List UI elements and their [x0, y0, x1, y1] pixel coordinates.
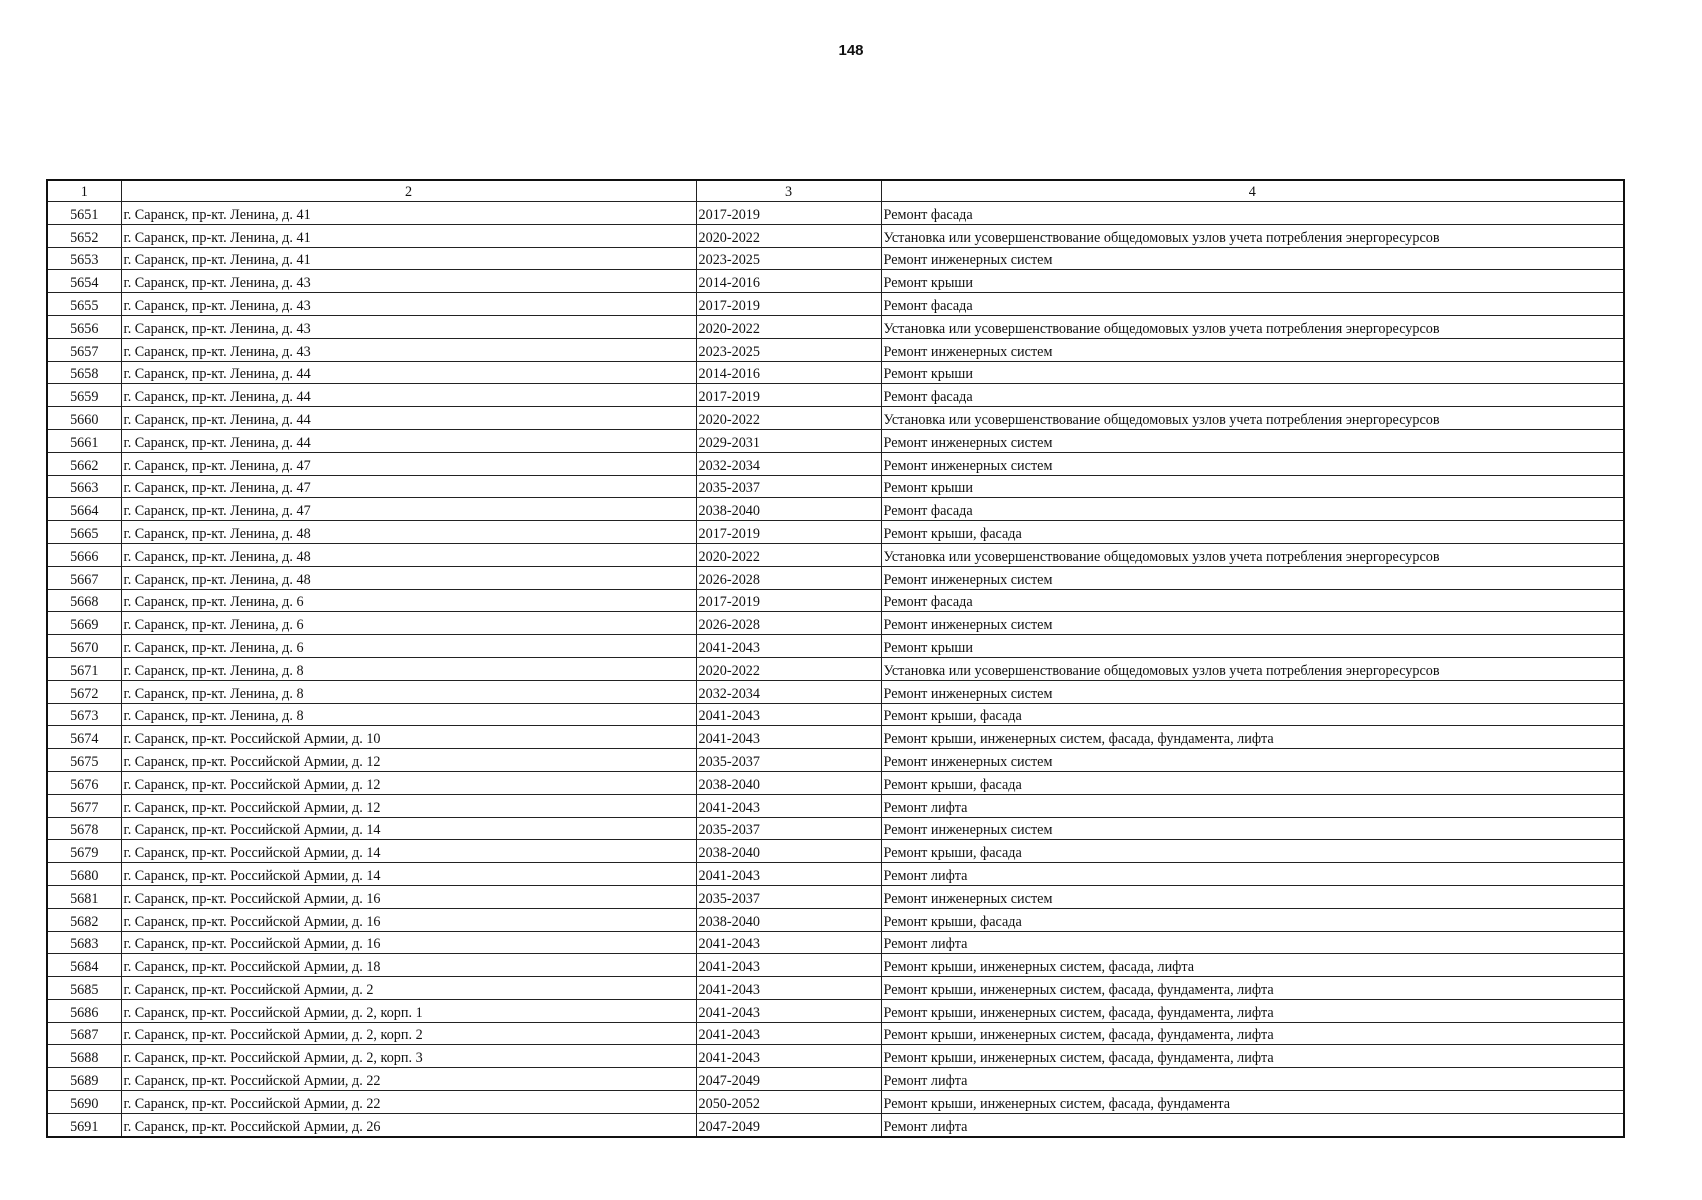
column-header-3: 3: [696, 180, 881, 202]
row-number: 5655: [47, 293, 121, 316]
row-number: 5676: [47, 771, 121, 794]
address-cell: г. Саранск, пр-кт. Ленина, д. 6: [121, 612, 696, 635]
table-row: [47, 247, 1624, 270]
table-row: [47, 703, 1624, 726]
address-cell: г. Саранск, пр-кт. Российской Армии, д. 16: [121, 908, 696, 931]
work-type-cell: Установка или усовершенствование общедомовых узлов учета потребления энергоресурсов: [881, 315, 1624, 338]
table-row: [47, 794, 1624, 817]
period-cell: 2023-2025: [696, 338, 881, 361]
work-type-cell: Ремонт инженерных систем: [881, 680, 1624, 703]
address-cell: г. Саранск, пр-кт. Российской Армии, д. 22: [121, 1091, 696, 1114]
work-type-cell: Ремонт крыши: [881, 361, 1624, 384]
row-number: 5666: [47, 543, 121, 566]
work-type-cell: Ремонт крыши, фасада: [881, 521, 1624, 544]
period-cell: 2014-2016: [696, 270, 881, 293]
row-number: 5682: [47, 908, 121, 931]
address-cell: г. Саранск, пр-кт. Ленина, д. 44: [121, 384, 696, 407]
address-cell: г. Саранск, пр-кт. Ленина, д. 6: [121, 635, 696, 658]
row-number: 5690: [47, 1091, 121, 1114]
address-cell: г. Саранск, пр-кт. Ленина, д. 8: [121, 657, 696, 680]
work-type-cell: Ремонт крыши: [881, 270, 1624, 293]
row-number: 5675: [47, 749, 121, 772]
address-cell: г. Саранск, пр-кт. Ленина, д. 43: [121, 315, 696, 338]
table-row: [47, 521, 1624, 544]
work-type-cell: Ремонт инженерных систем: [881, 885, 1624, 908]
table-row: [47, 384, 1624, 407]
period-cell: 2032-2034: [696, 680, 881, 703]
table-row: [47, 475, 1624, 498]
work-type-cell: Установка или усовершенствование общедомовых узлов учета потребления энергоресурсов: [881, 407, 1624, 430]
row-number: 5687: [47, 1022, 121, 1045]
table-row: [47, 1091, 1624, 1114]
row-number: 5665: [47, 521, 121, 544]
work-type-cell: Ремонт крыши: [881, 475, 1624, 498]
table-row: [47, 954, 1624, 977]
address-cell: г. Саранск, пр-кт. Российской Армии, д. 12: [121, 794, 696, 817]
row-number: 5680: [47, 863, 121, 886]
table-row: [47, 657, 1624, 680]
work-type-cell: Ремонт крыши: [881, 635, 1624, 658]
table-row: [47, 999, 1624, 1022]
work-type-cell: Ремонт крыши, фасада: [881, 703, 1624, 726]
table-row: [47, 1068, 1624, 1091]
work-type-cell: Ремонт крыши, инженерных систем, фасада, фундамента, лифта: [881, 726, 1624, 749]
period-cell: 2017-2019: [696, 202, 881, 225]
address-cell: г. Саранск, пр-кт. Ленина, д. 48: [121, 543, 696, 566]
address-cell: г. Саранск, пр-кт. Ленина, д. 44: [121, 361, 696, 384]
row-number: 5661: [47, 429, 121, 452]
table-row: [47, 612, 1624, 635]
table-row: [47, 566, 1624, 589]
row-number: 5659: [47, 384, 121, 407]
table-row: [47, 315, 1624, 338]
table-row: [47, 680, 1624, 703]
row-number: 5679: [47, 840, 121, 863]
work-type-cell: Установка или усовершенствование общедомовых узлов учета потребления энергоресурсов: [881, 657, 1624, 680]
work-type-cell: Установка или усовершенствование общедомовых узлов учета потребления энергоресурсов: [881, 224, 1624, 247]
row-number: 5658: [47, 361, 121, 384]
work-type-cell: Ремонт инженерных систем: [881, 338, 1624, 361]
table-row: [47, 817, 1624, 840]
address-cell: г. Саранск, пр-кт. Ленина, д. 41: [121, 224, 696, 247]
work-type-cell: Ремонт фасада: [881, 498, 1624, 521]
address-cell: г. Саранск, пр-кт. Ленина, д. 47: [121, 498, 696, 521]
period-cell: 2020-2022: [696, 657, 881, 680]
period-cell: 2038-2040: [696, 840, 881, 863]
row-number: 5672: [47, 680, 121, 703]
period-cell: 2035-2037: [696, 817, 881, 840]
work-type-cell: Ремонт крыши, инженерных систем, фасада, фундамента, лифта: [881, 1045, 1624, 1068]
address-cell: г. Саранск, пр-кт. Российской Армии, д. 2, корп. 2: [121, 1022, 696, 1045]
table-row: [47, 885, 1624, 908]
period-cell: 2035-2037: [696, 749, 881, 772]
period-cell: 2017-2019: [696, 589, 881, 612]
work-type-cell: Ремонт инженерных систем: [881, 429, 1624, 452]
address-cell: г. Саранск, пр-кт. Ленина, д. 8: [121, 680, 696, 703]
address-cell: г. Саранск, пр-кт. Российской Армии, д. 16: [121, 931, 696, 954]
period-cell: 2023-2025: [696, 247, 881, 270]
period-cell: 2035-2037: [696, 475, 881, 498]
period-cell: 2038-2040: [696, 498, 881, 521]
address-cell: г. Саранск, пр-кт. Ленина, д. 44: [121, 407, 696, 430]
address-cell: г. Саранск, пр-кт. Российской Армии, д. 2, корп. 1: [121, 999, 696, 1022]
table-row: [47, 224, 1624, 247]
row-number: 5681: [47, 885, 121, 908]
row-number: 5652: [47, 224, 121, 247]
table-row: [47, 726, 1624, 749]
work-type-cell: Ремонт крыши, инженерных систем, фасада, фундамента, лифта: [881, 1022, 1624, 1045]
address-cell: г. Саранск, пр-кт. Ленина, д. 47: [121, 452, 696, 475]
period-cell: 2041-2043: [696, 1022, 881, 1045]
period-cell: 2041-2043: [696, 1045, 881, 1068]
work-type-cell: Ремонт инженерных систем: [881, 566, 1624, 589]
row-number: 5686: [47, 999, 121, 1022]
table-row: [47, 1113, 1624, 1136]
row-number: 5671: [47, 657, 121, 680]
table-body: [47, 202, 1624, 1137]
row-number: 5651: [47, 202, 121, 225]
period-cell: 2041-2043: [696, 726, 881, 749]
table-row: [47, 338, 1624, 361]
table-row: [47, 361, 1624, 384]
row-number: 5663: [47, 475, 121, 498]
work-type-cell: Ремонт крыши, инженерных систем, фасада, фундамента: [881, 1091, 1624, 1114]
row-number: 5685: [47, 977, 121, 1000]
period-cell: 2038-2040: [696, 771, 881, 794]
address-cell: г. Саранск, пр-кт. Ленина, д. 48: [121, 566, 696, 589]
header-row: [47, 180, 1624, 202]
table-row: [47, 977, 1624, 1000]
period-cell: 2032-2034: [696, 452, 881, 475]
address-cell: г. Саранск, пр-кт. Ленина, д. 43: [121, 338, 696, 361]
repair-schedule-table: [46, 179, 1625, 1138]
work-type-cell: Ремонт фасада: [881, 589, 1624, 612]
table-header: [47, 180, 1624, 202]
table-row: [47, 270, 1624, 293]
row-number: 5660: [47, 407, 121, 430]
table-row: [47, 635, 1624, 658]
address-cell: г. Саранск, пр-кт. Российской Армии, д. 12: [121, 771, 696, 794]
table-row: [47, 498, 1624, 521]
table-row: [47, 931, 1624, 954]
period-cell: 2050-2052: [696, 1091, 881, 1114]
work-type-cell: Ремонт крыши, фасада: [881, 840, 1624, 863]
work-type-cell: Ремонт фасада: [881, 384, 1624, 407]
period-cell: 2026-2028: [696, 566, 881, 589]
period-cell: 2014-2016: [696, 361, 881, 384]
row-number: 5684: [47, 954, 121, 977]
period-cell: 2041-2043: [696, 794, 881, 817]
address-cell: г. Саранск, пр-кт. Российской Армии, д. 26: [121, 1113, 696, 1136]
work-type-cell: Ремонт фасада: [881, 202, 1624, 225]
period-cell: 2020-2022: [696, 407, 881, 430]
address-cell: г. Саранск, пр-кт. Ленина, д. 8: [121, 703, 696, 726]
table-row: [47, 771, 1624, 794]
address-cell: г. Саранск, пр-кт. Российской Армии, д. 12: [121, 749, 696, 772]
address-cell: г. Саранск, пр-кт. Ленина, д. 48: [121, 521, 696, 544]
period-cell: 2041-2043: [696, 977, 881, 1000]
period-cell: 2041-2043: [696, 863, 881, 886]
period-cell: 2038-2040: [696, 908, 881, 931]
row-number: 5654: [47, 270, 121, 293]
row-number: 5691: [47, 1113, 121, 1136]
column-header-4: 4: [881, 180, 1624, 202]
period-cell: 2020-2022: [696, 543, 881, 566]
row-number: 5668: [47, 589, 121, 612]
table-row: [47, 407, 1624, 430]
table-row: [47, 1045, 1624, 1068]
address-cell: г. Саранск, пр-кт. Российской Армии, д. 14: [121, 840, 696, 863]
row-number: 5689: [47, 1068, 121, 1091]
period-cell: 2020-2022: [696, 315, 881, 338]
work-type-cell: Ремонт инженерных систем: [881, 452, 1624, 475]
page-number: 148: [838, 42, 864, 59]
period-cell: 2035-2037: [696, 885, 881, 908]
table-row: [47, 293, 1624, 316]
work-type-cell: Ремонт крыши, инженерных систем, фасада, фундамента, лифта: [881, 999, 1624, 1022]
column-header-1: 1: [47, 180, 121, 202]
table-row: [47, 863, 1624, 886]
period-cell: 2020-2022: [696, 224, 881, 247]
table-row: [47, 749, 1624, 772]
period-cell: 2017-2019: [696, 293, 881, 316]
work-type-cell: Ремонт лифта: [881, 794, 1624, 817]
row-number: 5656: [47, 315, 121, 338]
column-header-2: 2: [121, 180, 696, 202]
table-row: [47, 429, 1624, 452]
work-type-cell: Ремонт лифта: [881, 1113, 1624, 1136]
work-type-cell: Ремонт инженерных систем: [881, 817, 1624, 840]
period-cell: 2029-2031: [696, 429, 881, 452]
period-cell: 2041-2043: [696, 635, 881, 658]
period-cell: 2041-2043: [696, 999, 881, 1022]
address-cell: г. Саранск, пр-кт. Ленина, д. 41: [121, 202, 696, 225]
work-type-cell: Ремонт крыши, инженерных систем, фасада, фундамента, лифта: [881, 977, 1624, 1000]
work-type-cell: Ремонт фасада: [881, 293, 1624, 316]
row-number: 5667: [47, 566, 121, 589]
work-type-cell: Ремонт инженерных систем: [881, 247, 1624, 270]
row-number: 5670: [47, 635, 121, 658]
row-number: 5688: [47, 1045, 121, 1068]
address-cell: г. Саранск, пр-кт. Российской Армии, д. 16: [121, 885, 696, 908]
row-number: 5683: [47, 931, 121, 954]
row-number: 5674: [47, 726, 121, 749]
row-number: 5653: [47, 247, 121, 270]
work-type-cell: Установка или усовершенствование общедомовых узлов учета потребления энергоресурсов: [881, 543, 1624, 566]
work-type-cell: Ремонт крыши, фасада: [881, 771, 1624, 794]
period-cell: 2017-2019: [696, 384, 881, 407]
period-cell: 2026-2028: [696, 612, 881, 635]
address-cell: г. Саранск, пр-кт. Ленина, д. 6: [121, 589, 696, 612]
address-cell: г. Саранск, пр-кт. Ленина, д. 44: [121, 429, 696, 452]
row-number: 5677: [47, 794, 121, 817]
period-cell: 2041-2043: [696, 703, 881, 726]
address-cell: г. Саранск, пр-кт. Российской Армии, д. 2, корп. 3: [121, 1045, 696, 1068]
table-row: [47, 1022, 1624, 1045]
table-row: [47, 543, 1624, 566]
period-cell: 2047-2049: [696, 1113, 881, 1136]
period-cell: 2041-2043: [696, 931, 881, 954]
table-row: [47, 452, 1624, 475]
period-cell: 2047-2049: [696, 1068, 881, 1091]
address-cell: г. Саранск, пр-кт. Ленина, д. 43: [121, 293, 696, 316]
address-cell: г. Саранск, пр-кт. Российской Армии, д. 2: [121, 977, 696, 1000]
table-row: [47, 840, 1624, 863]
row-number: 5664: [47, 498, 121, 521]
address-cell: г. Саранск, пр-кт. Российской Армии, д. 18: [121, 954, 696, 977]
work-type-cell: Ремонт лифта: [881, 931, 1624, 954]
work-type-cell: Ремонт крыши, инженерных систем, фасада, лифта: [881, 954, 1624, 977]
row-number: 5657: [47, 338, 121, 361]
table-row: [47, 202, 1624, 225]
row-number: 5662: [47, 452, 121, 475]
address-cell: г. Саранск, пр-кт. Ленина, д. 43: [121, 270, 696, 293]
address-cell: г. Саранск, пр-кт. Российской Армии, д. 14: [121, 863, 696, 886]
row-number: 5678: [47, 817, 121, 840]
period-cell: 2041-2043: [696, 954, 881, 977]
address-cell: г. Саранск, пр-кт. Ленина, д. 41: [121, 247, 696, 270]
period-cell: 2017-2019: [696, 521, 881, 544]
table-row: [47, 908, 1624, 931]
work-type-cell: Ремонт лифта: [881, 863, 1624, 886]
work-type-cell: Ремонт крыши, фасада: [881, 908, 1624, 931]
work-type-cell: Ремонт инженерных систем: [881, 749, 1624, 772]
row-number: 5669: [47, 612, 121, 635]
address-cell: г. Саранск, пр-кт. Российской Армии, д. 10: [121, 726, 696, 749]
work-type-cell: Ремонт инженерных систем: [881, 612, 1624, 635]
work-type-cell: Ремонт лифта: [881, 1068, 1624, 1091]
address-cell: г. Саранск, пр-кт. Российской Армии, д. 14: [121, 817, 696, 840]
table-row: [47, 589, 1624, 612]
address-cell: г. Саранск, пр-кт. Ленина, д. 47: [121, 475, 696, 498]
address-cell: г. Саранск, пр-кт. Российской Армии, д. 22: [121, 1068, 696, 1091]
row-number: 5673: [47, 703, 121, 726]
